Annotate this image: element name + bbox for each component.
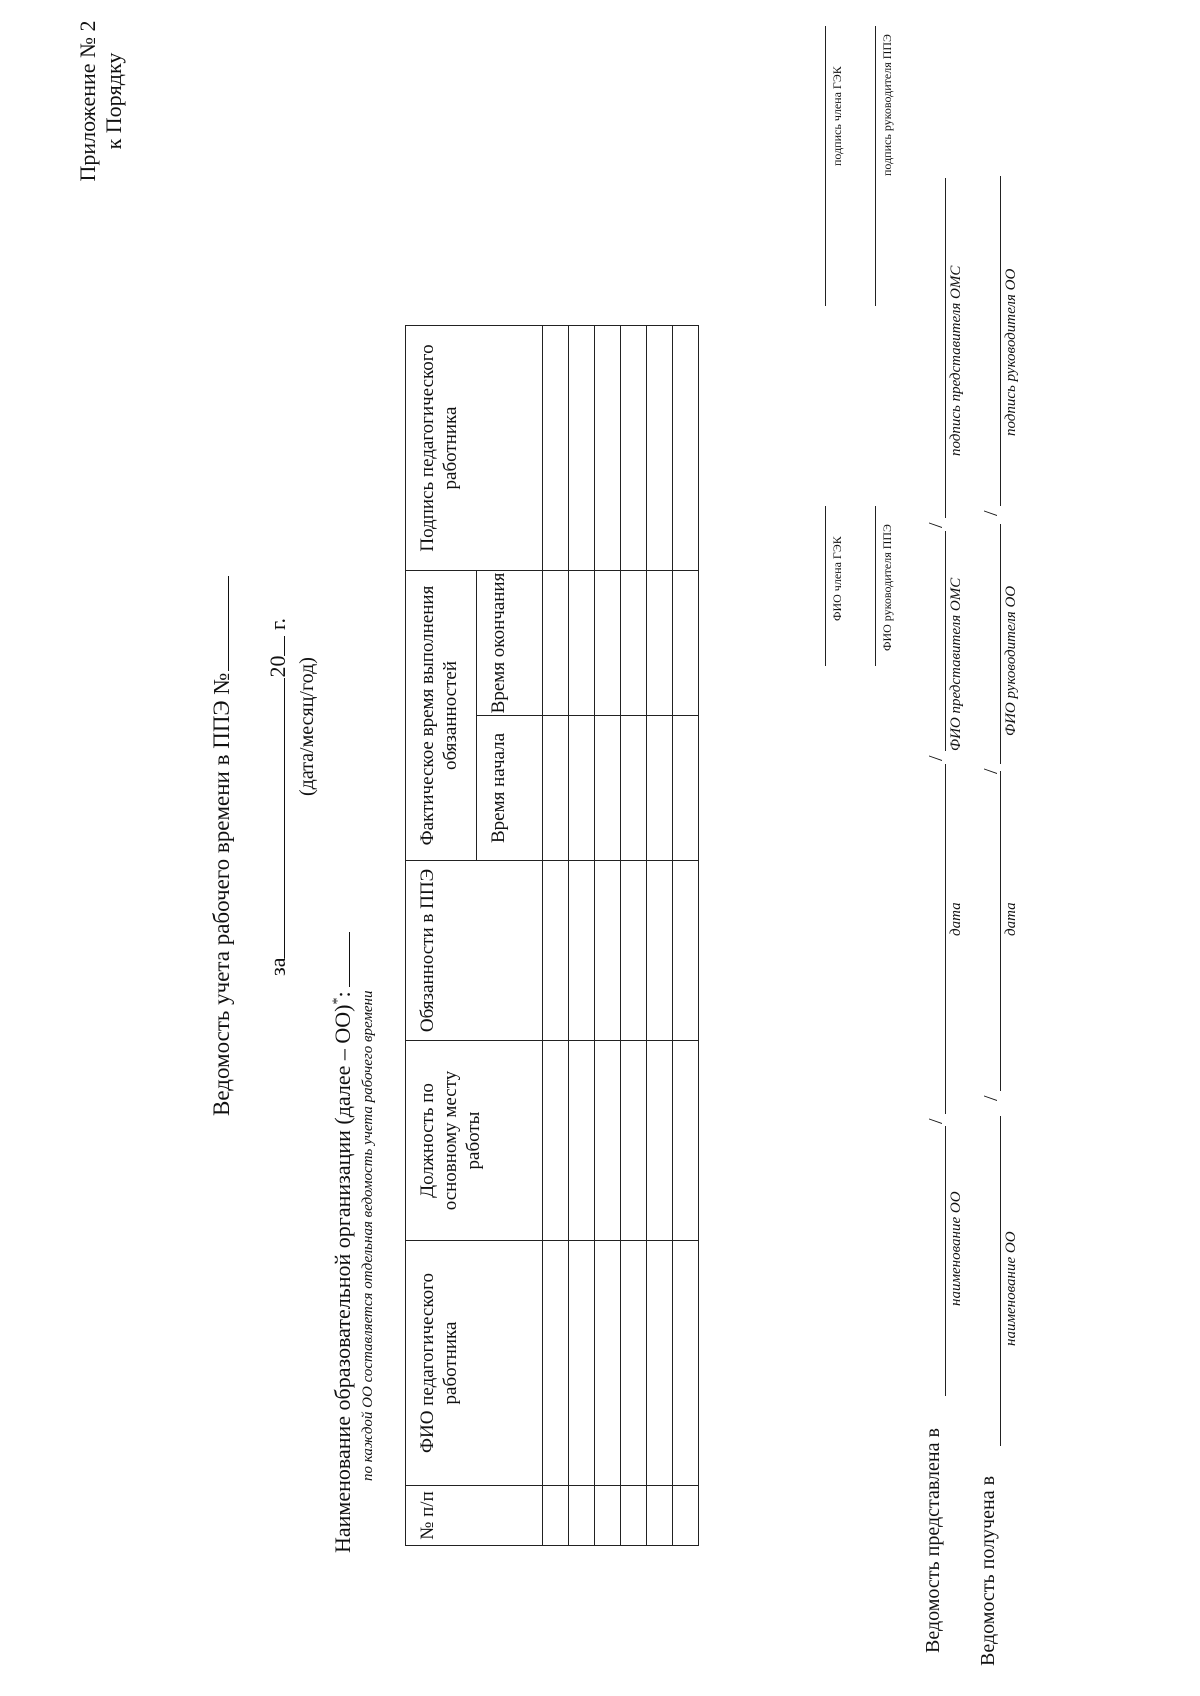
submitted-sign-line[interactable]	[945, 178, 946, 518]
organization-row	[330, 932, 356, 1553]
received-sign-line[interactable]	[1000, 176, 1001, 506]
year-field[interactable]	[266, 636, 285, 656]
table-row	[543, 326, 569, 1546]
date-row	[265, 618, 291, 976]
gek-fio-caption: ФИО члена ГЭК	[830, 536, 844, 621]
submitted-sign-caption: подпись представителя ОМС	[948, 265, 964, 456]
worktime-table	[405, 325, 699, 1546]
header-position: Должность по основному месту работы	[406, 1041, 543, 1241]
received-slash-2: /	[980, 768, 1002, 774]
table-row	[621, 326, 647, 1546]
header-start-time: Время начала	[477, 716, 543, 861]
table-row	[647, 326, 673, 1546]
appendix-line-2: к Порядку	[101, 52, 126, 150]
header-duties: Обязанности в ППЭ	[406, 861, 543, 1041]
submitted-slash-1: /	[925, 1118, 947, 1124]
received-fio-caption: ФИО руководителя ОО	[1003, 585, 1019, 736]
date-prefix: за	[265, 957, 290, 976]
received-label: Ведомость получена в	[977, 1475, 999, 1666]
table-header-row	[406, 326, 477, 1546]
ppe-number-field[interactable]	[208, 576, 229, 671]
organization-footnote: по каждой ОО составляется отдельная ведомость учета рабочего времени	[360, 990, 376, 1481]
appendix-heading	[75, 16, 127, 186]
footnote-marker: *	[330, 997, 346, 1005]
header-num: № п/п	[406, 1486, 543, 1546]
received-org-caption: наименование ОО	[1003, 1231, 1019, 1346]
appendix-line-1: Приложение № 2	[75, 20, 100, 182]
gek-fio-line[interactable]	[825, 506, 826, 666]
submitted-fio-line[interactable]	[945, 531, 946, 751]
received-slash-3: /	[980, 510, 1002, 516]
received-date-line[interactable]	[1000, 771, 1001, 1091]
document-title	[208, 576, 235, 1116]
submitted-org-caption: наименование ОО	[948, 1191, 964, 1306]
organization-field[interactable]	[331, 932, 350, 987]
gek-sign-caption: подпись члена ГЭК	[830, 66, 844, 166]
header-signature: Подпись педагогического работника	[406, 326, 543, 571]
received-date-caption: дата	[1003, 902, 1019, 936]
received-slash-1: /	[980, 1095, 1002, 1101]
received-sign-caption: подпись руководителя ОО	[1003, 268, 1019, 436]
header-end-time: Время окончания	[477, 571, 543, 716]
organization-label: Наименование образовательной организации (далее – ОО)	[330, 1004, 355, 1553]
ppe-head-fio-caption: ФИО руководителя ППЭ	[880, 524, 894, 651]
submitted-slash-2: /	[925, 755, 947, 761]
ppe-head-fio-line[interactable]	[875, 506, 876, 666]
year-prefix: 20	[265, 655, 290, 678]
table-row	[595, 326, 621, 1546]
title-text: Ведомость учета рабочего времени в ППЭ №	[209, 672, 234, 1116]
submitted-org-line[interactable]	[945, 1126, 946, 1396]
table-row	[673, 326, 699, 1546]
date-field[interactable]	[266, 678, 285, 958]
submitted-fio-caption: ФИО представителя ОМС	[948, 577, 964, 751]
organization-colon: :	[330, 991, 355, 998]
submitted-date-caption: дата	[948, 902, 964, 936]
ppe-head-sign-line[interactable]	[875, 26, 876, 306]
ppe-head-sign-caption: подпись руководителя ППЭ	[880, 34, 894, 176]
table-row	[569, 326, 595, 1546]
submitted-label: Ведомость представлена в	[922, 1428, 944, 1653]
submitted-date-line[interactable]	[945, 764, 946, 1114]
received-fio-line[interactable]	[1000, 524, 1001, 764]
header-fio: ФИО педагогического работника	[406, 1241, 543, 1486]
year-suffix: г.	[265, 617, 290, 631]
gek-sign-line[interactable]	[825, 26, 826, 306]
header-actual-time: Фактическое время выполнения обязанностей	[406, 571, 477, 861]
received-org-line[interactable]	[1000, 1116, 1001, 1446]
submitted-slash-3: /	[925, 522, 947, 528]
date-caption: (дата/месяц/год)	[296, 657, 318, 796]
